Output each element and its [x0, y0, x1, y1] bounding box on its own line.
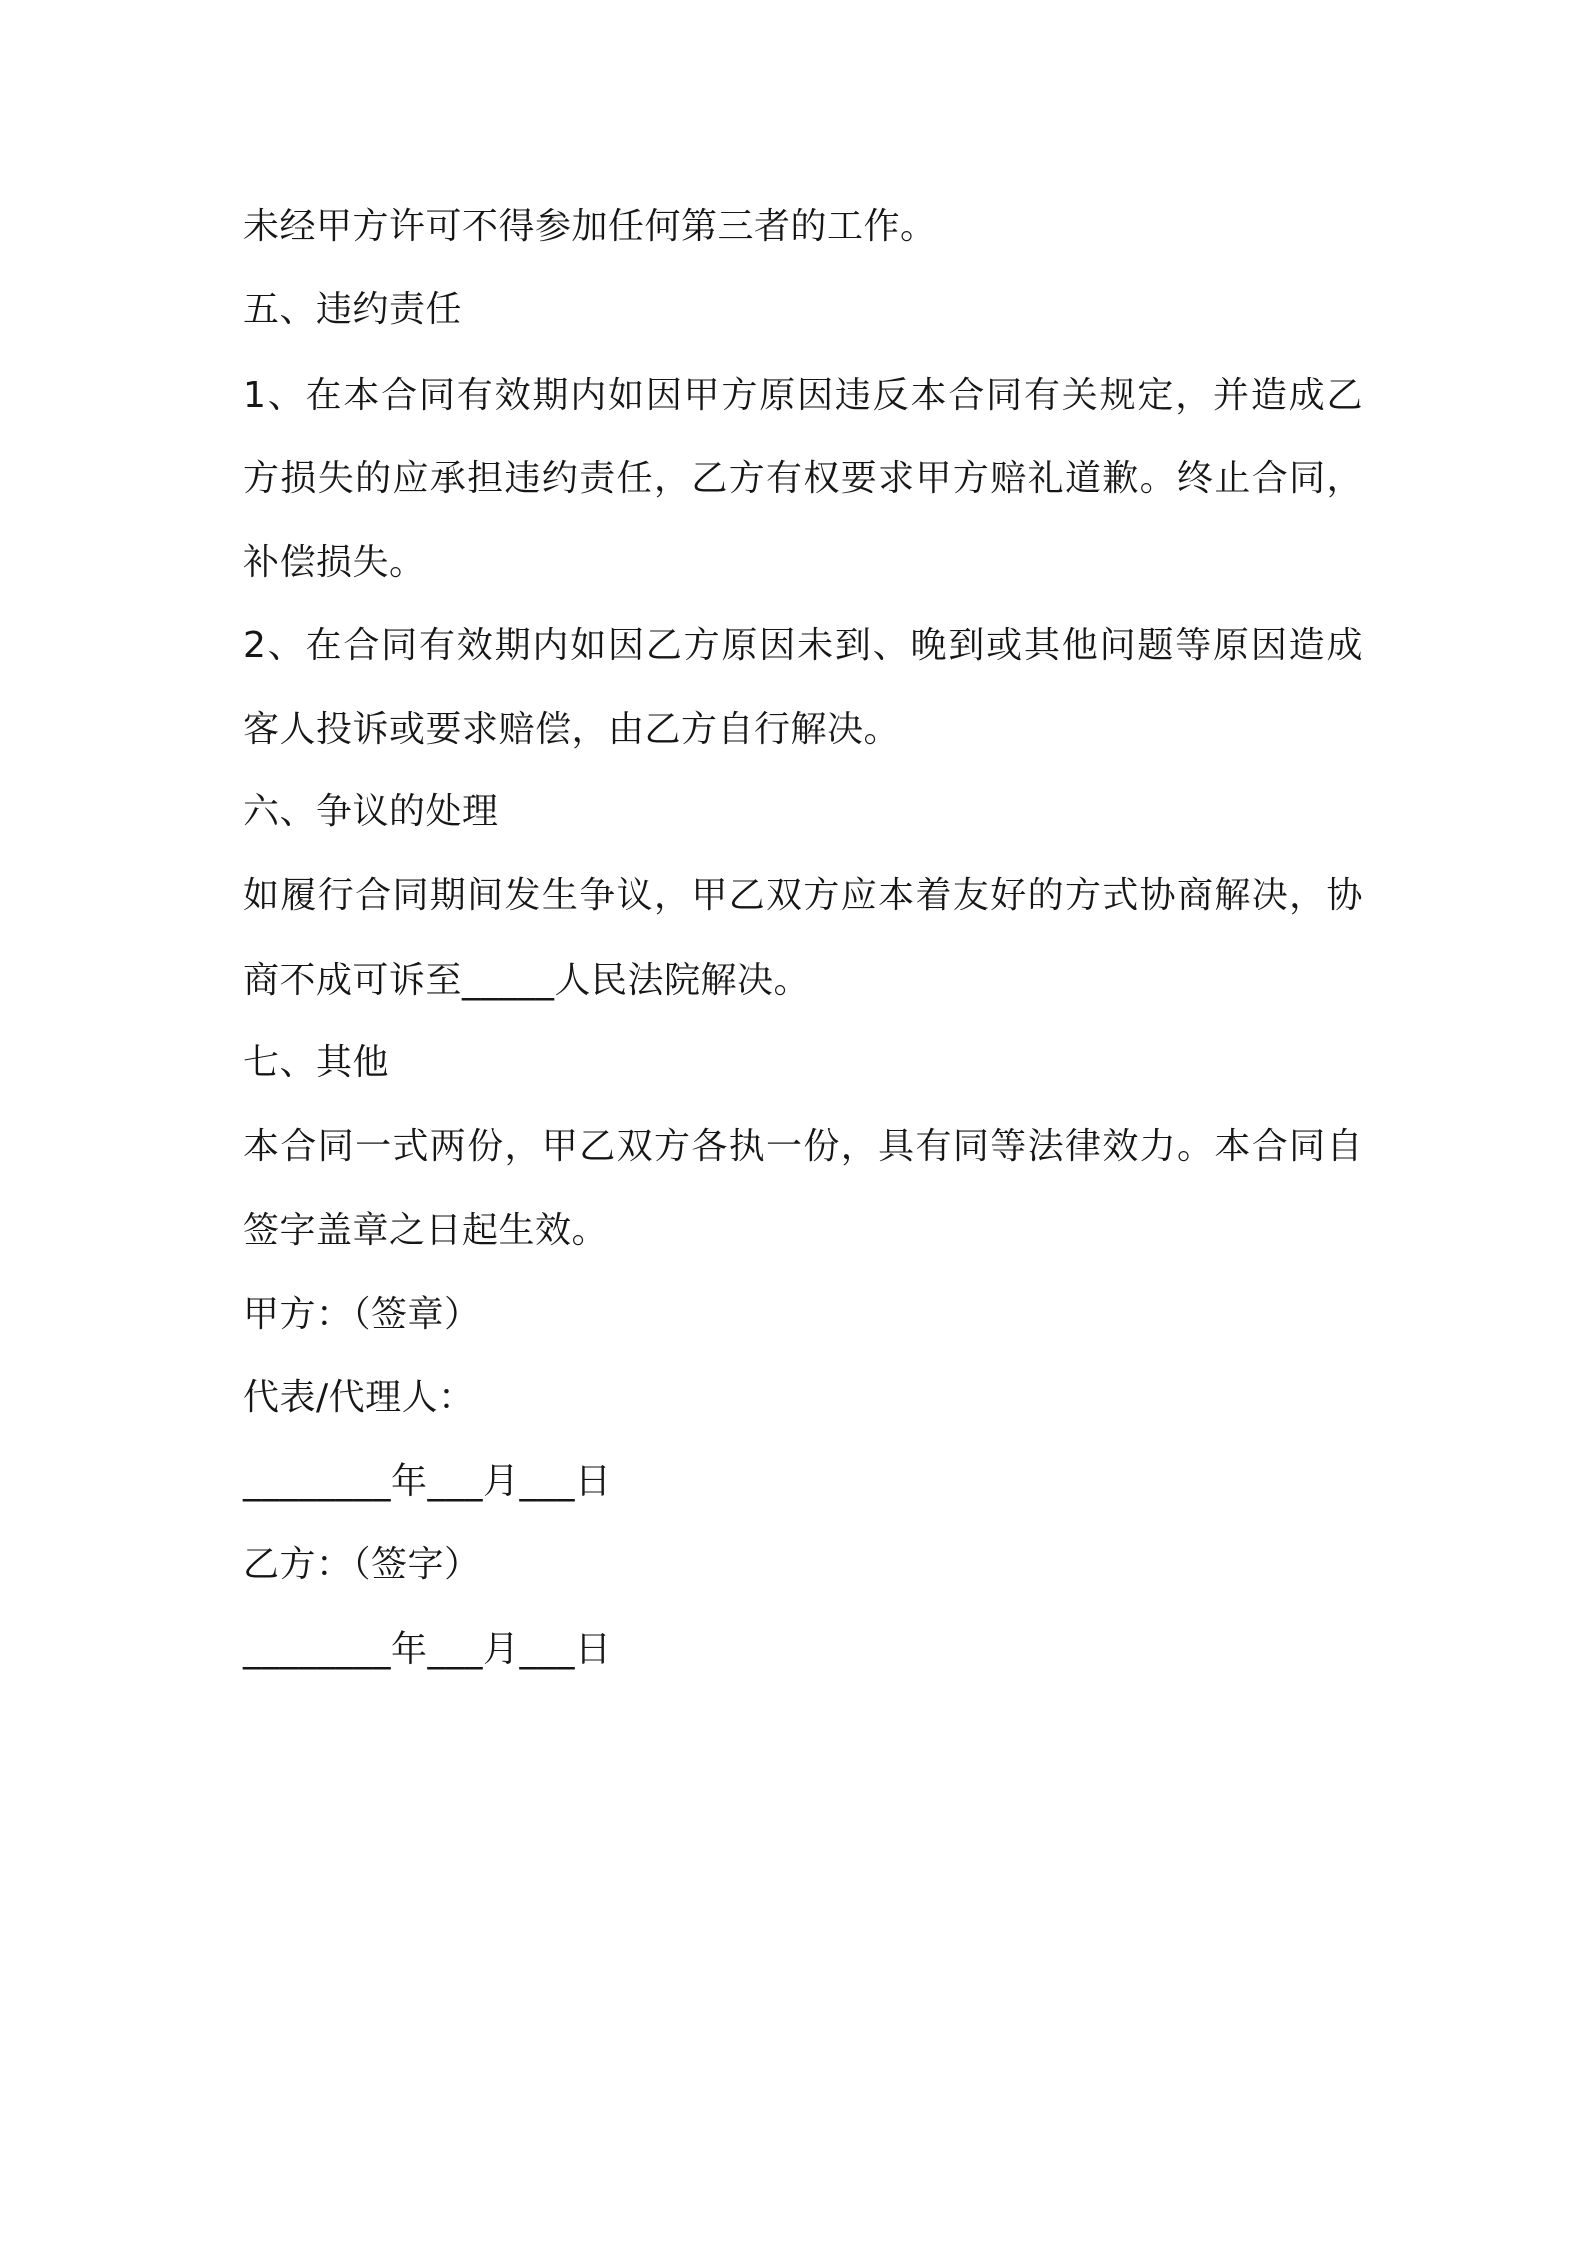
text-line-other-b: 签字盖章之日起生效。 — [243, 1210, 609, 1251]
section-heading-liability: 五、违约责任 — [243, 289, 463, 330]
text-line-clause-2a: 2、在合同有效期内如因乙方原因未到、晚到或其他问题等原因造成 — [243, 625, 1363, 666]
party-b-date-line: ________年___月___日 — [243, 1629, 612, 1670]
text-line-clause-1a: 1、在本合同有效期内如因甲方原因违反本合同有关规定，并造成乙 — [243, 375, 1363, 416]
text-line-clause-1c: 补偿损失。 — [243, 542, 426, 583]
text-line-clause-2b: 客人投诉或要求赔偿，由乙方自行解决。 — [243, 709, 901, 750]
section-heading-other: 七、其他 — [243, 1042, 390, 1083]
party-a-date-line: ________年___月___日 — [243, 1461, 612, 1502]
text-line-intro: 未经甲方许可不得参加任何第三者的工作。 — [243, 206, 937, 247]
text-line-dispute-a: 如履行合同期间发生争议，甲乙双方应本着友好的方式协商解决，协 — [243, 875, 1363, 916]
section-heading-dispute: 六、争议的处理 — [243, 791, 499, 832]
text-line-clause-1b: 方损失的应承担违约责任，乙方有权要求甲方赔礼道歉。终止合同， — [243, 458, 1363, 499]
representative-label: 代表/代理人： — [243, 1377, 475, 1418]
text-line-dispute-b: 商不成可诉至_____人民法院解决。 — [243, 960, 811, 1001]
party-b-signature-label: 乙方：（签字） — [243, 1544, 481, 1585]
text-line-other-a: 本合同一式两份，甲乙双方各执一份，具有同等法律效力。本合同自 — [243, 1126, 1363, 1167]
party-a-signature-label: 甲方：（签章） — [243, 1294, 481, 1335]
